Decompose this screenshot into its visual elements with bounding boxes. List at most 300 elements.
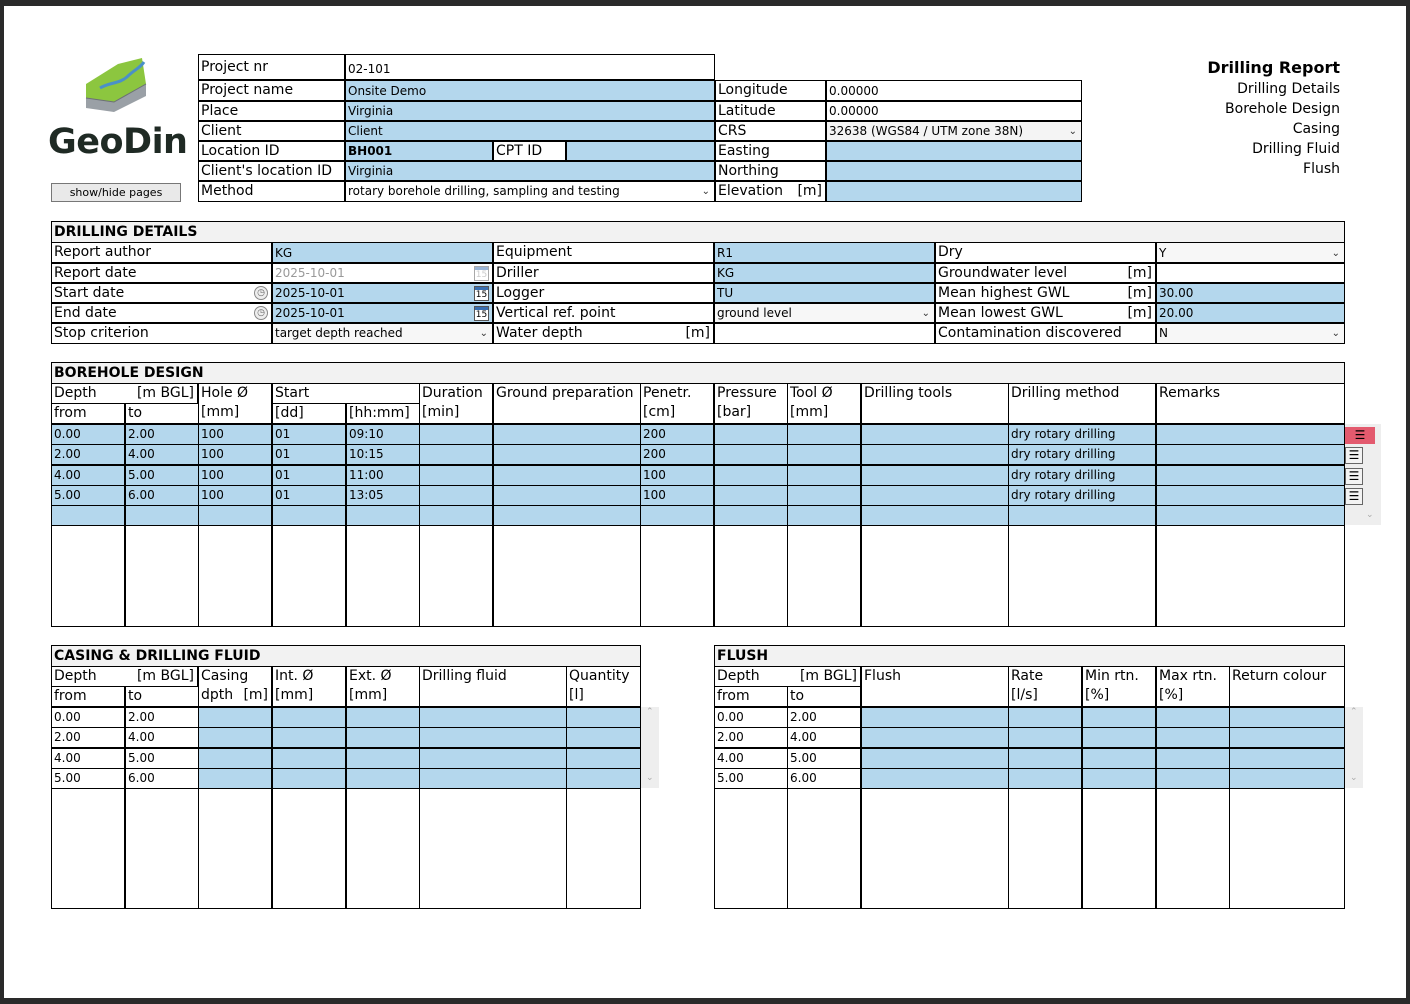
bh-empty-cell[interactable]	[346, 525, 420, 627]
fl-min-header: Min rtn.	[1082, 666, 1156, 687]
elevation-field[interactable]	[826, 181, 1082, 202]
fl-cell-to[interactable]: 4.00	[787, 727, 861, 748]
fl-cell-colour[interactable]	[1229, 748, 1345, 769]
bh-cell-ground[interactable]	[493, 424, 641, 445]
client-field[interactable]: Client	[345, 121, 715, 141]
bh-cell-hole[interactable]: 100	[198, 485, 272, 506]
bh-dd-header: [dd]	[272, 403, 346, 424]
bh-cell-dd[interactable]: 01	[272, 424, 346, 445]
flush-title: FLUSH	[714, 645, 1345, 667]
bh-cell-duration[interactable]	[419, 424, 493, 445]
fl-empty-cell[interactable]	[787, 788, 861, 909]
bh-depth-label: Depth	[54, 385, 97, 401]
vertical-ref-value: ground level	[717, 306, 792, 320]
cs-quantity-header: Quantity	[566, 666, 641, 687]
bh-cell-duration[interactable]	[419, 444, 493, 465]
bh-cell-duration[interactable]	[419, 505, 493, 526]
bh-remarks-header: Remarks	[1156, 383, 1345, 424]
cs-depth-label: Depth	[54, 668, 97, 684]
equipment-field[interactable]: R1	[714, 242, 935, 263]
chevron-down-icon[interactable]: ⌄	[1366, 510, 1374, 520]
end-date-label	[51, 303, 272, 323]
bh-cell-from[interactable]: 4.00	[51, 465, 125, 486]
contamination-value: N	[1159, 326, 1168, 340]
bh-cell-remarks[interactable]	[1156, 424, 1345, 445]
logger-field[interactable]: TU	[714, 283, 935, 303]
bh-hole-header: Hole Ø	[198, 383, 272, 404]
bh-cell-tool[interactable]	[787, 465, 861, 486]
fl-cell-max[interactable]	[1156, 768, 1230, 789]
bh-cell-ground[interactable]	[493, 485, 641, 506]
hamburger-menu-icon[interactable]: ☰	[1345, 447, 1363, 464]
fl-rate-header: Rate	[1008, 666, 1082, 687]
cs-cell-int[interactable]	[272, 748, 346, 769]
cs-cell-from[interactable]: 0.00	[51, 707, 125, 728]
logger-label: Logger	[493, 283, 714, 303]
fl-cell-flush[interactable]	[861, 727, 1009, 748]
report-date-value: 2025-10-01	[275, 266, 345, 280]
fl-flush-header: Flush	[861, 666, 1009, 707]
bh-cell-duration[interactable]	[419, 485, 493, 506]
water-depth-unit: [m]	[685, 325, 710, 341]
drilling-report-title: Drilling Report	[1207, 58, 1340, 77]
fl-cell-min[interactable]	[1082, 727, 1156, 748]
bh-pressure-unit: [bar]	[714, 403, 788, 424]
end-date-label-text: End date	[54, 305, 117, 321]
bh-cell-tools[interactable]	[861, 465, 1009, 486]
bh-cell-pressure[interactable]	[714, 505, 788, 526]
fl-empty-cell[interactable]	[1229, 788, 1345, 909]
fl-cell-rate[interactable]	[1008, 768, 1082, 789]
bh-cell-pressure[interactable]	[714, 444, 788, 465]
end-date-field[interactable]	[272, 303, 493, 323]
bh-empty-cell[interactable]	[1156, 525, 1345, 627]
calendar-icon[interactable]: 15	[474, 266, 489, 281]
cs-depth-unit: [m BGL]	[136, 668, 194, 684]
bh-cell-to[interactable]	[125, 505, 199, 526]
fl-cell-from[interactable]: 2.00	[714, 727, 788, 748]
bh-cell-ground[interactable]	[493, 444, 641, 465]
bh-from-header: from	[51, 403, 125, 424]
cs-empty-cell[interactable]	[566, 788, 641, 909]
method-select[interactable]	[345, 181, 715, 202]
bh-empty-cell[interactable]	[787, 525, 861, 627]
bh-cell-method[interactable]: dry rotary drilling	[1008, 444, 1156, 465]
logo-text: GeoDin	[48, 122, 188, 162]
fl-empty-cell[interactable]	[1156, 788, 1230, 909]
bh-cell-tool[interactable]	[787, 505, 861, 526]
calendar-icon[interactable]: 15	[474, 306, 489, 321]
crs-select[interactable]	[826, 121, 1082, 141]
vertical-ref-select[interactable]	[714, 303, 935, 323]
report-author-field[interactable]: KG	[272, 242, 493, 263]
bh-cell-from[interactable]	[51, 505, 125, 526]
cs-cell-casing[interactable]	[198, 768, 272, 789]
fl-rate-unit: [l/s]	[1008, 686, 1082, 707]
bh-cell-hhmm[interactable]	[346, 505, 420, 526]
fl-cell-flush[interactable]	[861, 748, 1009, 769]
method-value: rotary borehole drilling, sampling and testing	[348, 184, 620, 198]
clock-icon[interactable]: ◷	[254, 306, 268, 320]
bh-cell-remarks[interactable]	[1156, 505, 1345, 526]
bh-cell-penetr[interactable]: 100	[640, 485, 714, 506]
start-date-field[interactable]	[272, 283, 493, 303]
cs-cell-casing[interactable]	[198, 727, 272, 748]
bh-cell-penetr[interactable]: 100	[640, 465, 714, 486]
fl-cell-from[interactable]: 0.00	[714, 707, 788, 728]
project-name-label: Project name	[198, 80, 345, 101]
contamination-select[interactable]	[1156, 323, 1345, 344]
bh-cell-to[interactable]: 2.00	[125, 424, 199, 445]
clock-icon[interactable]: ◷	[254, 286, 268, 300]
cs-from-header: from	[51, 686, 125, 707]
borehole-design-title: BOREHOLE DESIGN	[51, 362, 1345, 384]
nav-link-drilling-fluid[interactable]: Drilling Fluid	[1252, 141, 1340, 157]
mean-highest-gwl-unit: [m]	[1127, 285, 1152, 301]
chevron-down-icon: ⌄	[1331, 248, 1340, 259]
stop-criterion-select[interactable]	[272, 323, 493, 344]
fl-cell-from[interactable]: 5.00	[714, 768, 788, 789]
fl-cell-max[interactable]	[1156, 707, 1230, 728]
bh-empty-cell[interactable]	[1008, 525, 1156, 627]
bh-tools-header: Drilling tools	[861, 383, 1009, 424]
bh-penetr-unit: [cm]	[640, 403, 714, 424]
cs-depth-header	[51, 666, 198, 687]
bh-cell-remarks[interactable]	[1156, 485, 1345, 506]
place-field[interactable]: Virginia	[345, 101, 715, 121]
bh-cell-pressure[interactable]	[714, 485, 788, 506]
start-date-label	[51, 283, 272, 303]
bh-cell-to[interactable]: 6.00	[125, 485, 199, 506]
contamination-label: Contamination discovered	[935, 323, 1156, 344]
fl-cell-rate[interactable]	[1008, 748, 1082, 769]
bh-duration-header: Duration	[419, 383, 493, 404]
fl-cell-flush[interactable]	[861, 707, 1009, 728]
bh-cell-hhmm[interactable]: 09:10	[346, 424, 420, 445]
fl-cell-rate[interactable]	[1008, 707, 1082, 728]
end-date-value: 2025-10-01	[275, 306, 345, 320]
cs-fluid-header: Drilling fluid	[419, 666, 567, 707]
gwl-label	[935, 263, 1156, 283]
bh-depth-unit: [m BGL]	[136, 385, 194, 401]
fl-depth-header	[714, 666, 861, 687]
hamburger-menu-icon[interactable]: ☰	[1345, 427, 1375, 444]
project-name-field[interactable]: Onsite Demo	[345, 80, 715, 101]
cs-cell-fluid[interactable]	[419, 707, 567, 728]
easting-field[interactable]	[826, 141, 1082, 161]
fl-cell-flush[interactable]	[861, 768, 1009, 789]
elevation-label-text: Elevation	[718, 183, 784, 199]
bh-empty-cell[interactable]	[125, 525, 199, 627]
bh-cell-dd[interactable]: 01	[272, 485, 346, 506]
fl-cell-to[interactable]: 6.00	[787, 768, 861, 789]
cs-cell-casing[interactable]	[198, 748, 272, 769]
cs-empty-cell[interactable]	[125, 788, 199, 909]
cs-cell-ext[interactable]	[346, 727, 420, 748]
project-nr-label: Project nr	[198, 54, 345, 80]
crs-value: 32638 (WGS84 / UTM zone 38N)	[829, 124, 1024, 138]
bh-penetr-header: Penetr.	[640, 383, 714, 404]
report-author-label: Report author	[51, 242, 272, 263]
bh-empty-cell[interactable]	[714, 525, 788, 627]
bh-cell-to[interactable]: 5.00	[125, 465, 199, 486]
chevron-down-icon[interactable]: ⌄	[646, 773, 654, 783]
fl-cell-min[interactable]	[1082, 768, 1156, 789]
cs-cell-from[interactable]: 5.00	[51, 768, 125, 789]
client-location-label: Client's location ID	[198, 161, 345, 181]
bh-empty-cell[interactable]	[51, 525, 125, 627]
bh-cell-hole[interactable]: 100	[198, 465, 272, 486]
cs-empty-cell[interactable]	[419, 788, 567, 909]
fl-max-header: Max rtn.	[1156, 666, 1230, 687]
bh-pressure-header: Pressure	[714, 383, 788, 404]
client-label: Client	[198, 121, 345, 141]
bh-cell-method[interactable]: dry rotary drilling	[1008, 424, 1156, 445]
fl-cell-colour[interactable]	[1229, 727, 1345, 748]
logo-mountain-icon	[80, 54, 150, 116]
bh-empty-cell[interactable]	[861, 525, 1009, 627]
elevation-unit: [m]	[797, 183, 822, 199]
chevron-down-icon: ⌄	[701, 186, 710, 197]
cs-int-header: Int. Ø	[272, 666, 346, 687]
cs-empty-cell[interactable]	[51, 788, 125, 909]
bh-cell-penetr[interactable]	[640, 505, 714, 526]
longitude-field[interactable]: 0.00000	[826, 80, 1082, 101]
cs-casing-unit: [m]	[243, 687, 268, 703]
cs-cell-quantity[interactable]	[566, 748, 641, 769]
nav-link-casing[interactable]: Casing	[1292, 121, 1340, 137]
geodin-logo	[80, 54, 150, 116]
stop-criterion-label: Stop criterion	[51, 323, 272, 344]
bh-cell-pressure[interactable]	[714, 424, 788, 445]
bh-tool-header: Tool Ø	[787, 383, 861, 404]
driller-label: Driller	[493, 263, 714, 283]
cs-cell-fluid[interactable]	[419, 768, 567, 789]
nav-link-flush[interactable]: Flush	[1303, 161, 1340, 177]
report-date-field[interactable]	[272, 263, 493, 283]
bh-cell-method[interactable]	[1008, 505, 1156, 526]
cs-cell-int[interactable]	[272, 768, 346, 789]
cpt-id-field[interactable]	[566, 141, 715, 161]
fl-cell-to[interactable]: 2.00	[787, 707, 861, 728]
bh-cell-hhmm[interactable]: 11:00	[346, 465, 420, 486]
cs-empty-cell[interactable]	[272, 788, 346, 909]
cs-casing-sub	[198, 686, 272, 707]
bh-cell-method[interactable]: dry rotary drilling	[1008, 465, 1156, 486]
fl-depth-label: Depth	[717, 668, 760, 684]
bh-hole-unit: [mm]	[198, 403, 272, 424]
bh-duration-unit: [min]	[419, 403, 493, 424]
bh-cell-hhmm[interactable]: 13:05	[346, 485, 420, 506]
fl-cell-max[interactable]	[1156, 727, 1230, 748]
cs-quantity-unit: [l]	[566, 686, 641, 707]
bh-cell-from[interactable]: 0.00	[51, 424, 125, 445]
location-id-label: Location ID	[198, 141, 345, 161]
chevron-down-icon: ⌄	[1068, 126, 1077, 137]
bh-cell-hole[interactable]: 100	[198, 444, 272, 465]
bh-cell-tool[interactable]	[787, 424, 861, 445]
crs-label: CRS	[715, 121, 826, 141]
cs-cell-ext[interactable]	[346, 748, 420, 769]
cs-cell-quantity[interactable]	[566, 768, 641, 789]
bh-cell-penetr[interactable]: 200	[640, 444, 714, 465]
fl-to-header: to	[787, 686, 861, 707]
bh-method-header: Drilling method	[1008, 383, 1156, 424]
mean-highest-gwl-field[interactable]: 30.00	[1156, 283, 1345, 303]
chevron-down-icon: ⌄	[1331, 328, 1340, 339]
cs-cell-ext[interactable]	[346, 768, 420, 789]
calendar-icon[interactable]: 15	[474, 286, 489, 301]
cs-empty-cell[interactable]	[346, 788, 420, 909]
bh-empty-cell[interactable]	[640, 525, 714, 627]
nav-link-drilling-details[interactable]: Drilling Details	[1237, 81, 1340, 97]
bh-cell-tool[interactable]	[787, 444, 861, 465]
dry-select[interactable]	[1156, 242, 1345, 263]
fl-from-header: from	[714, 686, 788, 707]
report-page	[4, 6, 1406, 998]
bh-cell-remarks[interactable]	[1156, 465, 1345, 486]
latitude-field[interactable]: 0.00000	[826, 101, 1082, 121]
bh-cell-from[interactable]: 2.00	[51, 444, 125, 465]
start-date-value: 2025-10-01	[275, 286, 345, 300]
bh-empty-cell[interactable]	[493, 525, 641, 627]
bh-cell-ground[interactable]	[493, 465, 641, 486]
mean-lowest-gwl-label-text: Mean lowest GWL	[938, 305, 1063, 321]
fl-cell-min[interactable]	[1082, 707, 1156, 728]
hamburger-menu-icon[interactable]: ☰	[1345, 488, 1363, 505]
chevron-down-icon[interactable]: ⌄	[1350, 773, 1358, 783]
fl-empty-cell[interactable]	[714, 788, 788, 909]
bh-cell-hhmm[interactable]: 10:15	[346, 444, 420, 465]
dry-label: Dry	[935, 242, 1156, 263]
bh-cell-from[interactable]: 5.00	[51, 485, 125, 506]
water-depth-label-text: Water depth	[496, 325, 583, 341]
bh-cell-tool[interactable]	[787, 485, 861, 506]
bh-cell-to[interactable]: 4.00	[125, 444, 199, 465]
method-label: Method	[198, 181, 345, 202]
bh-cell-tools[interactable]	[861, 444, 1009, 465]
northing-field[interactable]	[826, 161, 1082, 181]
cs-to-header: to	[125, 686, 199, 707]
bh-cell-hole[interactable]	[198, 505, 272, 526]
bh-to-header: to	[125, 403, 199, 424]
cpt-id-label: CPT ID	[493, 141, 566, 161]
hamburger-menu-icon[interactable]: ☰	[1345, 468, 1363, 485]
bh-ground-header: Ground preparation	[493, 383, 641, 424]
fl-colour-header: Return colour	[1229, 666, 1345, 707]
mean-lowest-gwl-unit: [m]	[1127, 305, 1152, 321]
bh-start-header: Start	[272, 383, 420, 404]
cs-cell-from[interactable]: 2.00	[51, 727, 125, 748]
cs-empty-cell[interactable]	[198, 788, 272, 909]
cs-cell-int[interactable]	[272, 727, 346, 748]
cs-cell-to[interactable]: 4.00	[125, 727, 199, 748]
cs-cell-to[interactable]: 2.00	[125, 707, 199, 728]
fl-cell-min[interactable]	[1082, 748, 1156, 769]
stop-criterion-value: target depth reached	[275, 326, 403, 340]
cs-ext-unit: [mm]	[346, 686, 420, 707]
fl-cell-rate[interactable]	[1008, 727, 1082, 748]
fl-cell-from[interactable]: 4.00	[714, 748, 788, 769]
bh-cell-ground[interactable]	[493, 505, 641, 526]
fl-max-unit: [%]	[1156, 686, 1230, 707]
cs-cell-quantity[interactable]	[566, 727, 641, 748]
water-depth-field[interactable]	[714, 323, 935, 344]
place-label: Place	[198, 101, 345, 121]
cs-cell-ext[interactable]	[346, 707, 420, 728]
bh-cell-tools[interactable]	[861, 505, 1009, 526]
mean-lowest-gwl-field[interactable]: 20.00	[1156, 303, 1345, 323]
fl-cell-max[interactable]	[1156, 748, 1230, 769]
longitude-label: Longitude	[715, 80, 826, 101]
fl-cell-to[interactable]: 5.00	[787, 748, 861, 769]
bh-cell-duration[interactable]	[419, 465, 493, 486]
cs-cell-fluid[interactable]	[419, 727, 567, 748]
dry-value: Y	[1159, 246, 1167, 260]
cs-cell-to[interactable]: 5.00	[125, 748, 199, 769]
chevron-down-icon: ⌄	[479, 328, 488, 339]
cs-casing-header: Casing	[198, 666, 272, 687]
bh-empty-cell[interactable]	[419, 525, 493, 627]
bh-cell-pressure[interactable]	[714, 465, 788, 486]
bh-cell-dd[interactable]: 01	[272, 444, 346, 465]
bh-cell-hole[interactable]: 100	[198, 424, 272, 445]
fl-empty-cell[interactable]	[1082, 788, 1156, 909]
bh-cell-dd[interactable]	[272, 505, 346, 526]
equipment-label: Equipment	[493, 242, 714, 263]
project-nr-value[interactable]: 02-101	[345, 54, 715, 80]
mean-lowest-gwl-label	[935, 303, 1156, 323]
cs-cell-fluid[interactable]	[419, 748, 567, 769]
bh-cell-penetr[interactable]: 200	[640, 424, 714, 445]
fl-cell-colour[interactable]	[1229, 768, 1345, 789]
fl-empty-cell[interactable]	[1008, 788, 1082, 909]
gwl-unit: [m]	[1127, 265, 1152, 281]
bh-hhmm-header: [hh:mm]	[346, 403, 420, 424]
nav-link-borehole-design[interactable]: Borehole Design	[1225, 101, 1340, 117]
driller-field[interactable]: KG	[714, 263, 935, 283]
bh-cell-dd[interactable]: 01	[272, 465, 346, 486]
cs-cell-from[interactable]: 4.00	[51, 748, 125, 769]
bh-cell-tools[interactable]	[861, 424, 1009, 445]
bh-empty-cell[interactable]	[272, 525, 346, 627]
bh-cell-method[interactable]: dry rotary drilling	[1008, 485, 1156, 506]
cs-cell-casing[interactable]	[198, 707, 272, 728]
fl-empty-cell[interactable]	[861, 788, 1009, 909]
chevron-up-icon[interactable]: ⌃	[1350, 707, 1358, 717]
chevron-up-icon[interactable]: ⌃	[646, 707, 654, 717]
gwl-field[interactable]	[1156, 263, 1345, 283]
start-date-label-text: Start date	[54, 285, 125, 301]
show-hide-pages-button[interactable]: show/hide pages	[51, 183, 181, 202]
bh-cell-tools[interactable]	[861, 485, 1009, 506]
northing-label: Northing	[715, 161, 826, 181]
casing-title: CASING & DRILLING FLUID	[51, 645, 641, 667]
cs-casing-sub-label: dpth	[201, 687, 234, 703]
chevron-down-icon: ⌄	[921, 308, 930, 319]
drilling-details-title: DRILLING DETAILS	[51, 221, 1345, 243]
cs-cell-int[interactable]	[272, 707, 346, 728]
client-location-field[interactable]: Virginia	[345, 161, 715, 181]
fl-depth-unit: [m BGL]	[799, 668, 857, 684]
cs-cell-quantity[interactable]	[566, 707, 641, 728]
cs-int-unit: [mm]	[272, 686, 346, 707]
bh-cell-remarks[interactable]	[1156, 444, 1345, 465]
location-id-field[interactable]: BH001	[345, 141, 493, 161]
fl-cell-colour[interactable]	[1229, 707, 1345, 728]
cs-cell-to[interactable]: 6.00	[125, 768, 199, 789]
bh-empty-cell[interactable]	[198, 525, 272, 627]
